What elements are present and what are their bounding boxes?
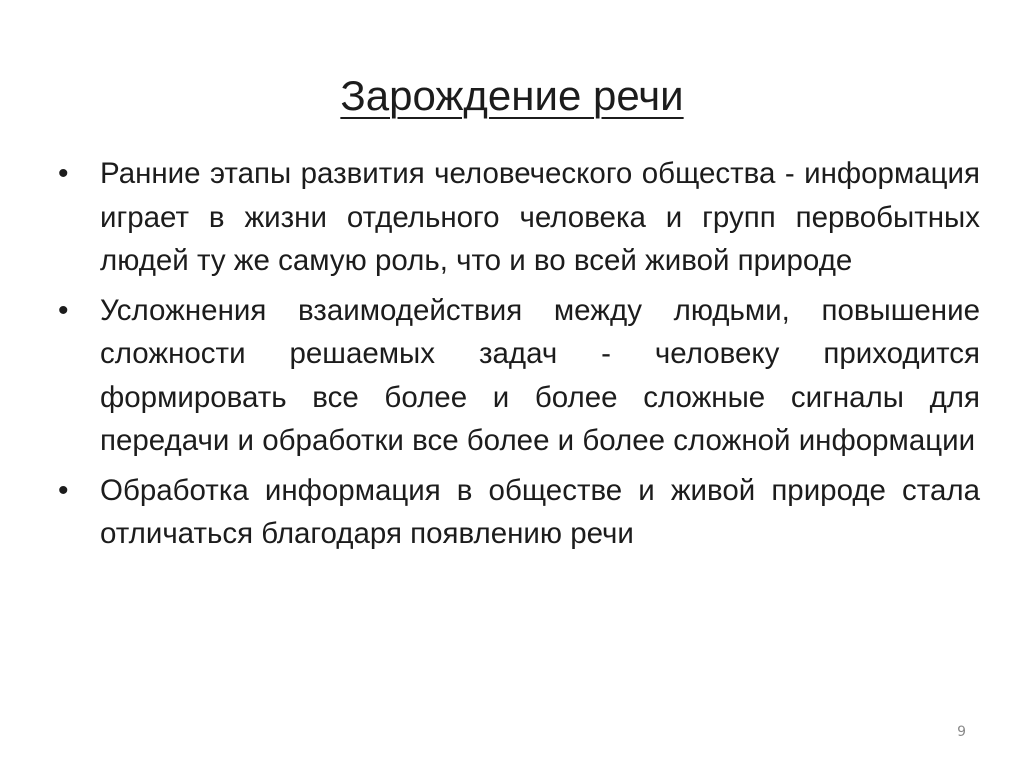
slide-title <box>0 68 1024 124</box>
bullet-marker: • <box>58 293 69 327</box>
bullet-text: Ранние этапы развития человеческого общества - информация играет в жизни отдельного человека и групп первобытных людей ту же самую роль, что и во всей живой природе <box>100 157 980 277</box>
bullet-item <box>58 469 980 556</box>
page-number: 9 <box>957 724 966 740</box>
bullet-item <box>58 152 980 283</box>
bullet-list <box>58 152 980 562</box>
bullet-marker: • <box>58 157 69 190</box>
slide-title-text: Зарождение речи <box>340 72 684 119</box>
bullet-text: Обработка информация в обществе и живой природе стала отличаться благодаря появлению речи <box>100 473 980 550</box>
bullet-marker: • <box>58 473 69 507</box>
bullet-item <box>58 289 980 463</box>
bullet-text: Усложнения взаимодействия между людьми, повышение сложности решаемых задач - человеку приходится формировать все более и более сложные сигналы для передачи и обработки все более и более сложной информации <box>100 293 980 457</box>
